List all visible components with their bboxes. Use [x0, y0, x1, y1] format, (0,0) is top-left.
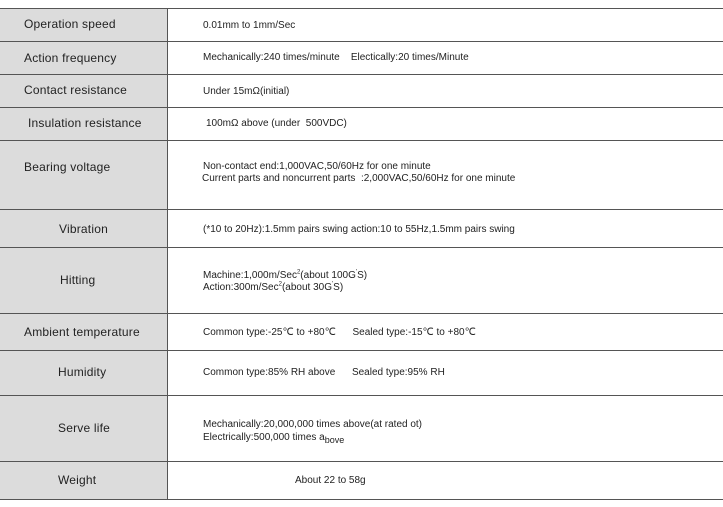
- spec-label-cell: [0, 42, 168, 74]
- spec-label: Humidity: [58, 365, 107, 379]
- spec-value-line: Mechanically:240 times/minute Electically:20 times/Minute: [203, 52, 469, 63]
- spec-row-humidity: [0, 351, 723, 396]
- spec-row-bearing-voltage: [0, 141, 723, 210]
- spec-label: Operation speed: [24, 17, 116, 31]
- spec-label-cell: [0, 9, 168, 41]
- spec-value-line: Electrically:500,000 times $a_{bove}$: [203, 432, 345, 445]
- spec-row-action-frequency: [0, 42, 723, 75]
- spec-label: Action frequency: [24, 51, 117, 65]
- spec-label: Insulation resistance: [28, 116, 142, 130]
- spec-value-cell: [168, 9, 723, 41]
- spec-label: Contact resistance: [24, 83, 127, 97]
- spec-label-cell: [0, 141, 168, 209]
- spec-label-cell: [0, 396, 168, 461]
- spec-label: Serve life: [58, 421, 111, 435]
- spec-value-line: Common type:-25℃ to +80℃ Sealed type:-15℃ to +80℃: [203, 327, 476, 338]
- spec-value-cell: [168, 108, 723, 140]
- spec-value-line: Under 15mΩ(initial): [203, 86, 290, 97]
- spec-value-line: (*10 to 20Hz):1.5mm pairs swing action:10 to 55Hz,1.5mm pairs swing: [203, 224, 515, 235]
- spec-value-line: Non-contact end:1,000VAC,50/60Hz for one minute: [203, 161, 431, 172]
- spec-row-contact-resistance: [0, 75, 723, 108]
- spec-value-line: 100mΩ above (under 500VDC): [206, 118, 347, 129]
- spec-row-operation-speed: [0, 8, 723, 42]
- spec-value-line: Common type:85% RH above Sealed type:95% RH: [203, 367, 445, 378]
- spec-row-insulation-resistance: [0, 108, 723, 141]
- spec-value-cell: [168, 396, 723, 461]
- spec-label: Weight: [58, 473, 97, 487]
- spec-row-serve-life: [0, 396, 723, 462]
- spec-value-line: Action:300m/Sec$^2$(about 30G'S): [203, 281, 344, 293]
- spec-value-cell: [168, 314, 723, 350]
- spec-value-cell: [168, 210, 723, 247]
- spec-row-ambient-temperature: [0, 314, 723, 351]
- spec-value-line: Machine:1,000m/Sec$^2$(about 100G'S): [203, 269, 368, 281]
- spec-label-cell: [0, 248, 168, 313]
- spec-value-cell: [168, 248, 723, 313]
- spec-value-line: Mechanically:20,000,000 times above(at rated ot): [203, 419, 423, 430]
- spec-value-cell: [168, 141, 723, 209]
- spec-label-cell: [0, 314, 168, 350]
- spec-label-cell: [0, 210, 168, 247]
- spec-table: [0, 8, 723, 500]
- spec-label: Bearing voltage: [24, 160, 111, 174]
- spec-value-line: Current parts and noncurrent parts :2,000VAC,50/60Hz for one minute: [202, 173, 516, 184]
- spec-label-cell: [0, 108, 168, 140]
- spec-value-cell: [168, 75, 723, 107]
- spec-value-cell: [168, 42, 723, 74]
- spec-label-cell: [0, 462, 168, 499]
- spec-value-cell: [168, 351, 723, 395]
- spec-label-cell: [0, 75, 168, 107]
- spec-label-cell: [0, 351, 168, 395]
- spec-value-line: About 22 to 58g: [295, 475, 366, 486]
- spec-row-weight: [0, 462, 723, 500]
- spec-label: Hitting: [60, 273, 96, 287]
- spec-value-cell: [168, 462, 723, 499]
- spec-label: Ambient temperature: [24, 325, 140, 339]
- spec-value-line: 0.01mm to 1mm/Sec: [203, 20, 296, 31]
- spec-row-hitting: [0, 248, 723, 314]
- spec-row-vibration: [0, 210, 723, 248]
- spec-label: Vibration: [59, 222, 108, 236]
